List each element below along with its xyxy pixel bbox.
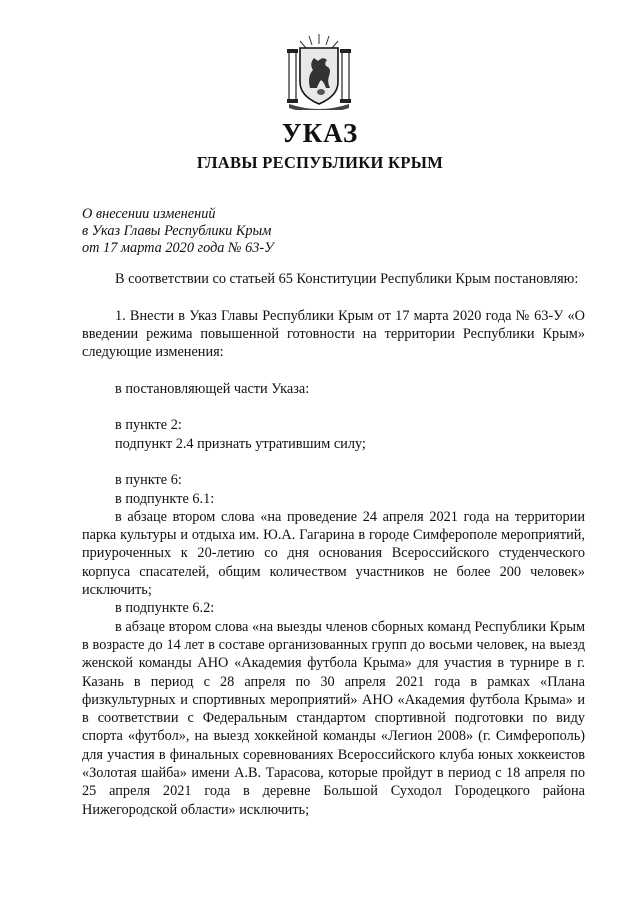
crimea-coat-of-arms-icon <box>283 30 355 110</box>
document-subtitle: ГЛАВЫ РЕСПУБЛИКИ КРЫМ <box>196 153 444 172</box>
operative-part-line: в постановляющей части Указа: <box>115 380 310 397</box>
subject-line-3: от 17 марта 2020 года № 63-У <box>82 240 274 256</box>
document-title: УКАЗ <box>281 118 359 148</box>
subpoint-6-1-paragraph: в абзаце втором слова «на проведение 24 апреля 2021 года на территории парка культуры и отдыха им. Ю.А. Гагарина в городе Симферополе мероприятий, приуроченных к 20-летию со дня основания Всероссийского студенческого корпуса спасателей, общим количеством участников не более 200 человек» исключить; <box>82 508 585 599</box>
point-2-subpoint-line: подпункт 2.4 признать утратившим силу; <box>115 435 366 452</box>
document-body <box>82 270 585 819</box>
document-subject <box>82 206 274 257</box>
point-6-line: в пункте 6: <box>115 472 182 489</box>
subpoint-6-1-line: в подпункте 6.1: <box>115 490 215 507</box>
subpoint-6-2-line: в подпункте 6.2: <box>115 600 215 617</box>
subject-line-1: О внесении изменений <box>82 206 216 222</box>
subject-line-2: в Указ Главы Республики Крым <box>82 223 272 239</box>
point-2-line: в пункте 2: <box>115 417 182 434</box>
subpoint-6-2-paragraph: в абзаце втором слова «на выезды членов сборных команд Республики Крым в возрасте до 14 лет в составе организованных групп до восьми человек, на выезд женской команды АНО «Академия футбола Крыма» для участия в турнире в г. Казань в период с 28 апреля по 30 апреля 2021 года в рамках «Плана физкультурных и спортивных мероприятий» АНО «Академия футбола Крыма» и в соответствии с Федеральным стандартом спортивной подготовки по виду спорта «футбол», на выезд хоккейной команды «Легион 2008» (г. Симферополь) для участия в финальных соревнованиях Всероссийского клуба юных хоккеистов «Золотая шайба» имени А.В. Тарасова, которые пройдут в период с 18 апреля по 25 апреля 2021 года в деревне Большой Суходол Городецкого района Нижегородской области» исключить; <box>82 618 585 818</box>
item-1-paragraph: 1. Внести в Указ Главы Республики Крым от 17 марта 2020 года № 63-У «О введении режима повышенной готовности на территории Республики Крым» следующие изменения: <box>82 307 585 361</box>
preamble-paragraph: В соответствии со статьей 65 Конституции Республики Крым постановляю: <box>115 271 579 287</box>
